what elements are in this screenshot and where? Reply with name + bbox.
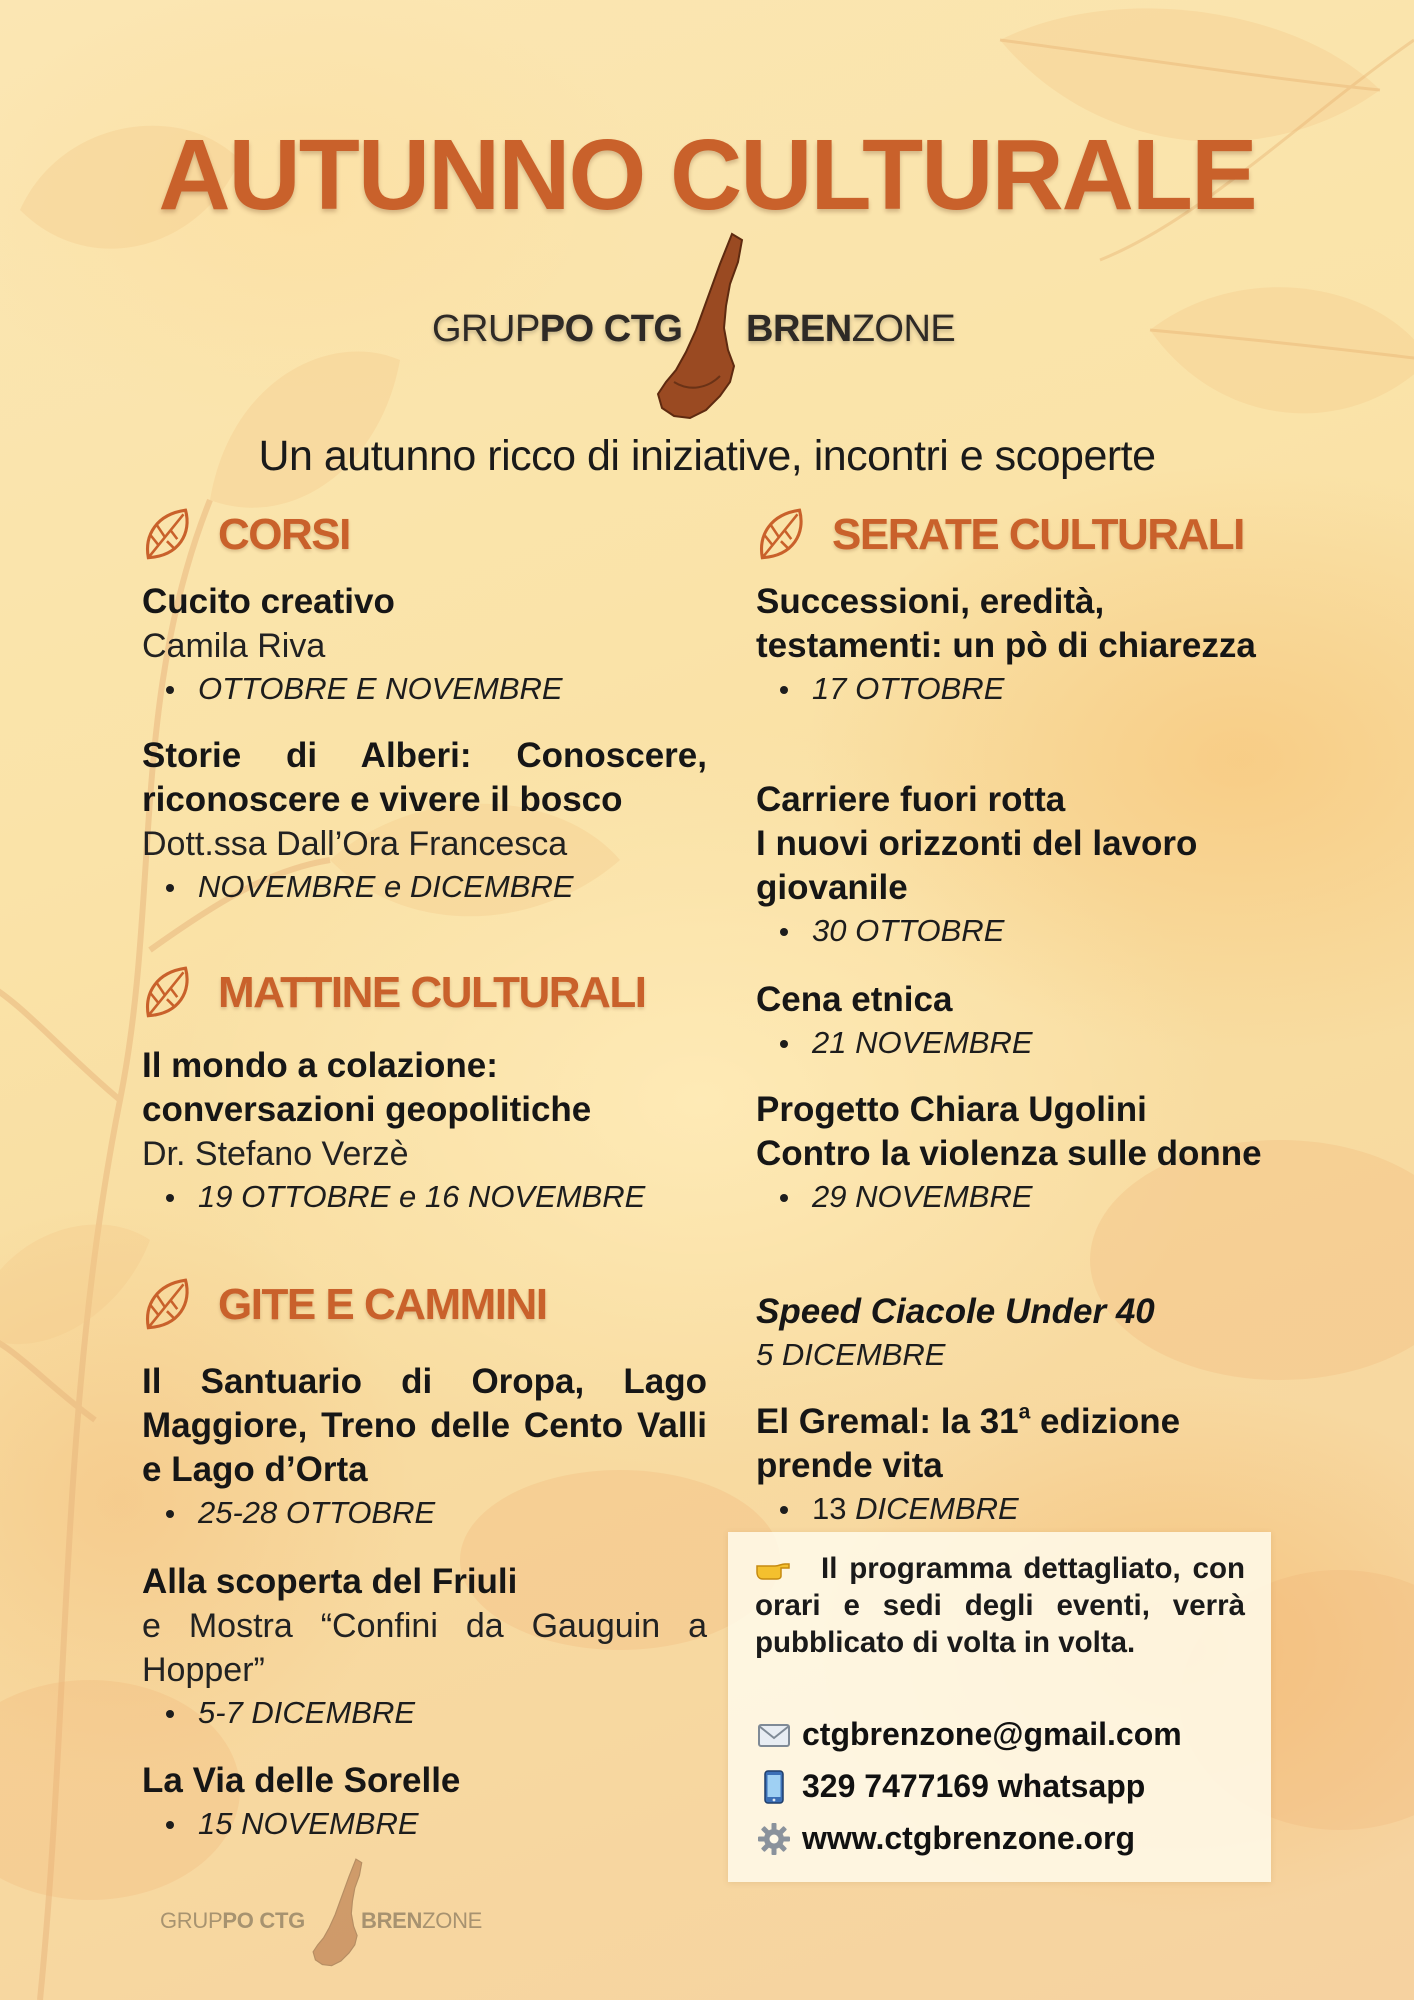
contact-phone-text[interactable]: 329 7477169 whatsapp bbox=[802, 1768, 1146, 1804]
serata-carriere-fuori-rotta bbox=[756, 778, 1274, 952]
footer-logo-text-gruppo-ctg: GRUPPO CTG bbox=[160, 1908, 305, 1933]
gita-santuario-oropa bbox=[142, 1360, 707, 1534]
pointing-hand-icon bbox=[755, 1560, 791, 1580]
contact-phone[interactable] bbox=[756, 1768, 1145, 1805]
event-title: Speed Ciacole Under 40 bbox=[756, 1292, 1155, 1331]
gita-via-delle-sorelle bbox=[142, 1759, 707, 1845]
event-title: Cucito creativo bbox=[142, 582, 395, 621]
contact-email-text[interactable]: ctgbrenzone@gmail.com bbox=[802, 1716, 1182, 1752]
event-date: 21 NOVEMBRE bbox=[756, 1022, 1274, 1064]
serata-progetto-chiara-ugolini bbox=[756, 1088, 1274, 1218]
event-date: 15 NOVEMBRE bbox=[142, 1803, 707, 1845]
event-title: Progetto Chiara Ugolini bbox=[756, 1090, 1147, 1129]
event-speaker: Dr. Stefano Verzè bbox=[142, 1135, 409, 1173]
info-box bbox=[728, 1532, 1271, 1882]
logo-text-brenzone: BRENZONE bbox=[746, 308, 956, 350]
poster-title: AUTUNNO CULTURALE bbox=[158, 119, 1256, 231]
event-title: Alla scoperta del Friuli bbox=[142, 1562, 518, 1601]
gita-friuli bbox=[142, 1560, 707, 1734]
event-title: Carriere fuori rotta bbox=[756, 780, 1066, 819]
serata-el-gremal bbox=[756, 1400, 1274, 1530]
event-date: 17 OTTOBRE bbox=[756, 668, 1274, 710]
event-date: 30 OTTOBRE bbox=[756, 910, 1274, 952]
event-title: Il Santuario di Oropa, Lago Maggiore, Treno delle Cento Valli e Lago d’Orta bbox=[142, 1362, 707, 1489]
contact-web-text[interactable]: www.ctgbrenzone.org bbox=[802, 1820, 1136, 1856]
event-date: 5-7 DICEMBRE bbox=[142, 1692, 707, 1734]
footer-logo bbox=[160, 1858, 500, 1970]
event-date: 25-28 OTTOBRE bbox=[142, 1492, 707, 1534]
leaf-icon bbox=[752, 504, 814, 566]
section-mattine-culturali bbox=[138, 962, 645, 1024]
event-date: 13 DICEMBRE bbox=[756, 1488, 1274, 1530]
section-gite-e-cammini bbox=[138, 1274, 547, 1336]
section-title-corsi: CORSI bbox=[218, 510, 350, 559]
event-title: Successioni, eredità, testamenti: un pò di chiarezza bbox=[756, 582, 1256, 665]
event-speaker: Camila Riva bbox=[142, 627, 326, 665]
event-title: El Gremal: la 31$^a$ edizione prende vita bbox=[756, 1400, 1181, 1485]
event-date: 29 NOVEMBRE bbox=[756, 1176, 1274, 1218]
leaf-icon bbox=[138, 962, 200, 1024]
event-subtitle: e Mostra “Confini da Gauguin a Hopper” bbox=[142, 1607, 707, 1689]
section-corsi bbox=[138, 504, 350, 566]
event-title: Storie di Alberi: Conoscere, riconoscere e vivere il bosco bbox=[142, 736, 707, 819]
gear-icon bbox=[756, 1821, 792, 1857]
event-title: Il mondo a colazione: conversazioni geopolitiche bbox=[142, 1046, 592, 1129]
serata-successioni bbox=[756, 580, 1274, 710]
corso-cucito-creativo bbox=[142, 580, 707, 710]
event-date: 5 DICEMBRE bbox=[756, 1337, 946, 1372]
mattina-mondo-a-colazione bbox=[142, 1044, 707, 1218]
event-date: NOVEMBRE e DICEMBRE bbox=[142, 866, 707, 908]
serata-speed-ciacole bbox=[756, 1290, 1274, 1376]
mobile-phone-icon bbox=[756, 1769, 792, 1805]
section-title-gite: GITE E CAMMINI bbox=[218, 1280, 547, 1329]
poster-subtitle: Un autunno ricco di iniziative, incontri e scoperte bbox=[258, 432, 1156, 480]
event-title-line-2: Contro la violenza sulle donne bbox=[756, 1134, 1262, 1173]
corso-storie-di-alberi bbox=[142, 734, 707, 908]
logo-text-gruppo-ctg: GRUPPO CTG bbox=[432, 308, 683, 350]
event-speaker: Dott.ssa Dall’Ora Francesca bbox=[142, 825, 568, 863]
section-title-serate: SERATE CULTURALI bbox=[832, 510, 1244, 559]
footer-logo-text-brenzone: BRENZONE bbox=[361, 1908, 483, 1933]
leaf-icon bbox=[138, 1274, 200, 1336]
event-date: OTTOBRE E NOVEMBRE bbox=[142, 668, 707, 710]
program-note: Il programma dettagliato, con orari e sedi degli eventi, verrà pubblicato di volta in volta. bbox=[755, 1552, 1245, 1659]
event-title: La Via delle Sorelle bbox=[142, 1761, 461, 1800]
contact-web[interactable] bbox=[756, 1820, 1135, 1857]
leaf-icon bbox=[138, 504, 200, 566]
section-serate-culturali bbox=[752, 504, 1244, 566]
serata-cena-etnica bbox=[756, 978, 1274, 1064]
section-title-mattine: MATTINE CULTURALI bbox=[218, 968, 646, 1017]
envelope-icon bbox=[756, 1717, 792, 1753]
ctg-brenzone-logo bbox=[430, 232, 990, 422]
contact-email[interactable] bbox=[756, 1716, 1182, 1753]
event-title: Cena etnica bbox=[756, 980, 953, 1019]
event-date: 19 OTTOBRE e 16 NOVEMBRE bbox=[142, 1176, 707, 1218]
event-title-line-2: I nuovi orizzonti del lavoro giovanile bbox=[756, 824, 1198, 907]
